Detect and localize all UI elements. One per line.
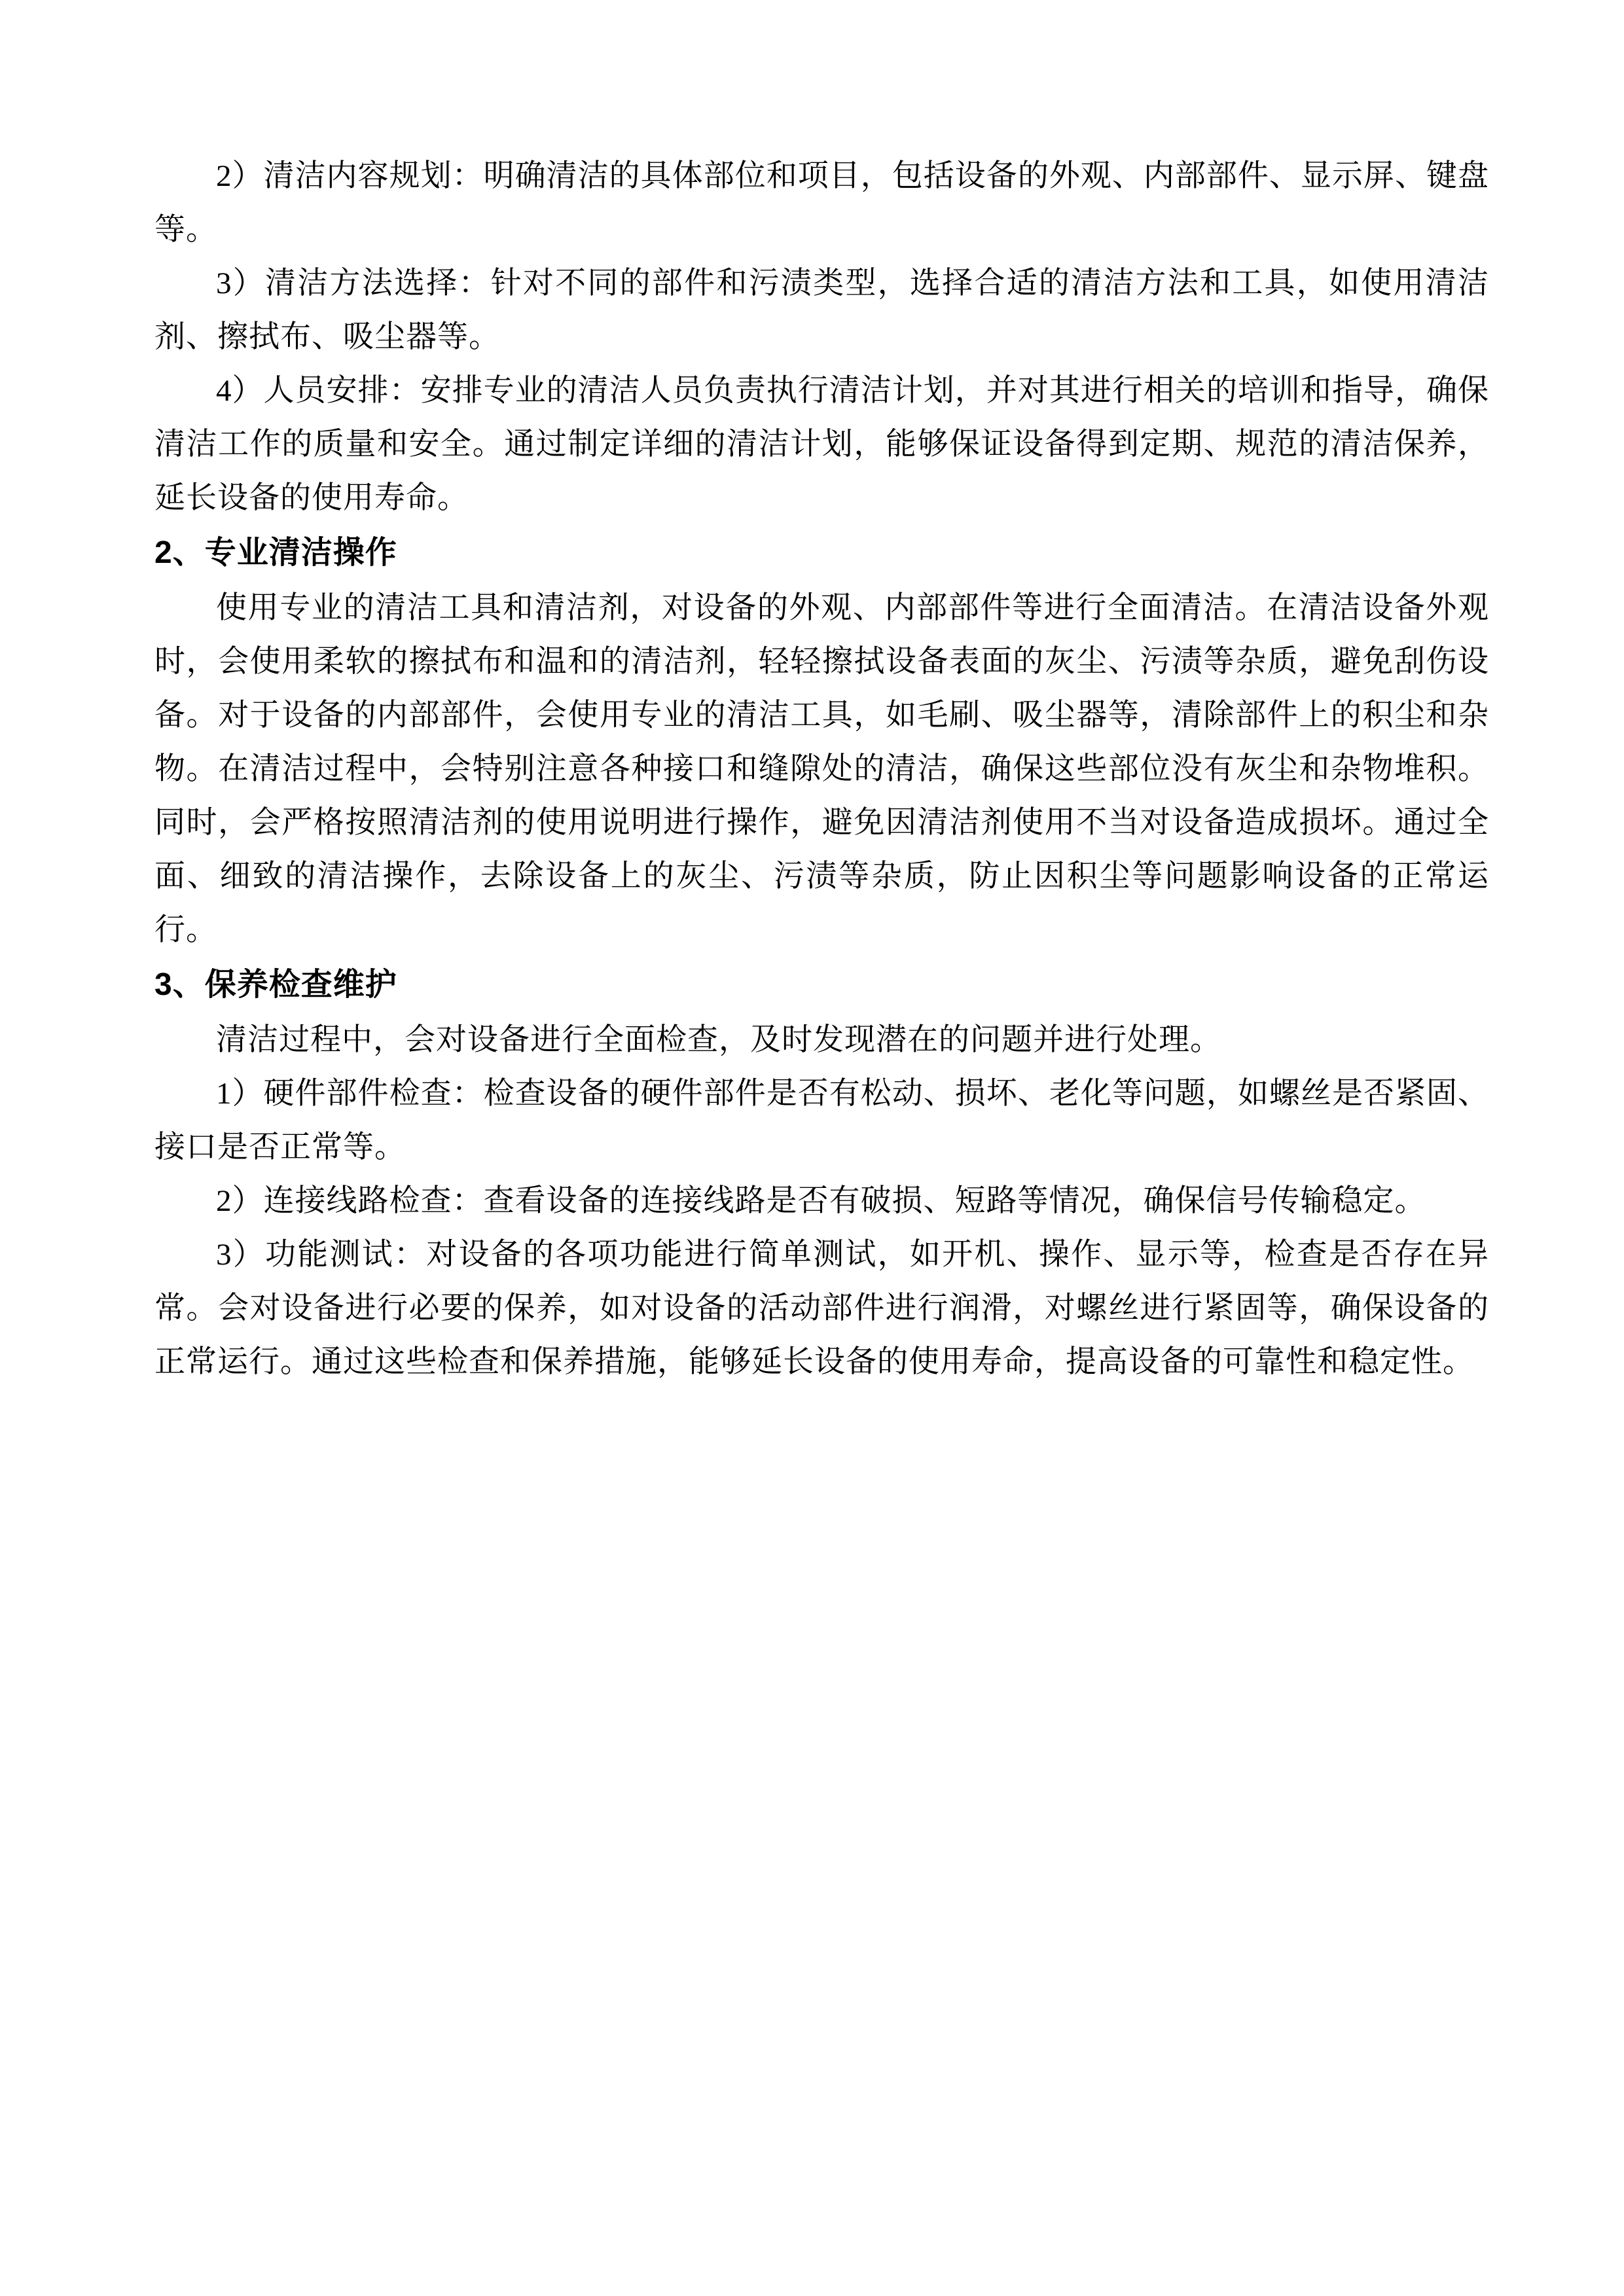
paragraph: 3）功能测试：对设备的各项功能进行简单测试，如开机、操作、显示等，检查是否存在异常。会对设备进行必要的保养，如对设备的活动部件进行润滑，对螺丝进行紧固等，确保设备的正常运行。通过这些检查和保养措施，能够延长设备的使用寿命，提高设备的可靠性和稳定性。 [154,1238,1489,1379]
paragraph: 使用专业的清洁工具和清洁剂，对设备的外观、内部部件等进行全面清洁。在清洁设备外观时，会使用柔软的擦拭布和温和的清洁剂，轻轻擦拭设备表面的灰尘、污渍等杂质，避免刮伤设备。对于设备的内部部件，会使用专业的清洁工具，如毛刷、吸尘器等，清除部件上的积尘和杂物。在清洁过程中，会特别注意各种接口和缝隙处的清洁，确保这些部位没有灰尘和杂物堆积。同时，会严格按照清洁剂的使用说明进行操作，避免因清洁剂使用不当对设备造成损坏。通过全面、细致的清洁操作，去除设备上的灰尘、污渍等杂质，防止因积尘等问题影响设备的正常运行。 [154,591,1489,947]
paragraph: 2）连接线路检查：查看设备的连接线路是否有破损、短路等情况，确保信号传输稳定。 [216,1184,1426,1218]
paragraph: 4）人员安排：安排专业的清洁人员负责执行清洁计划，并对其进行相关的培训和指导，确保清洁工作的质量和安全。通过制定详细的清洁计划，能够保证设备得到定期、规范的清洁保养，延长设备的使用寿命。 [154,374,1489,515]
section-heading: 3、保养检查维护 [154,967,397,1002]
paragraph: 清洁过程中，会对设备进行全面检查，及时发现潜在的问题并进行处理。 [216,1023,1221,1057]
section-heading: 2、专业清洁操作 [154,535,397,570]
document-content [154,149,1489,1389]
paragraph: 1）硬件部件检查：检查设备的硬件部件是否有松动、损坏、老化等问题，如螺丝是否紧固、接口是否正常等。 [154,1077,1489,1164]
paragraph: 3）清洁方法选择：针对不同的部件和污渍类型，选择合适的清洁方法和工具，如使用清洁剂、擦拭布、吸尘器等。 [154,266,1489,354]
paragraph: 2）清洁内容规划：明确清洁的具体部位和项目，包括设备的外观、内部部件、显示屏、键盘等。 [154,159,1489,247]
